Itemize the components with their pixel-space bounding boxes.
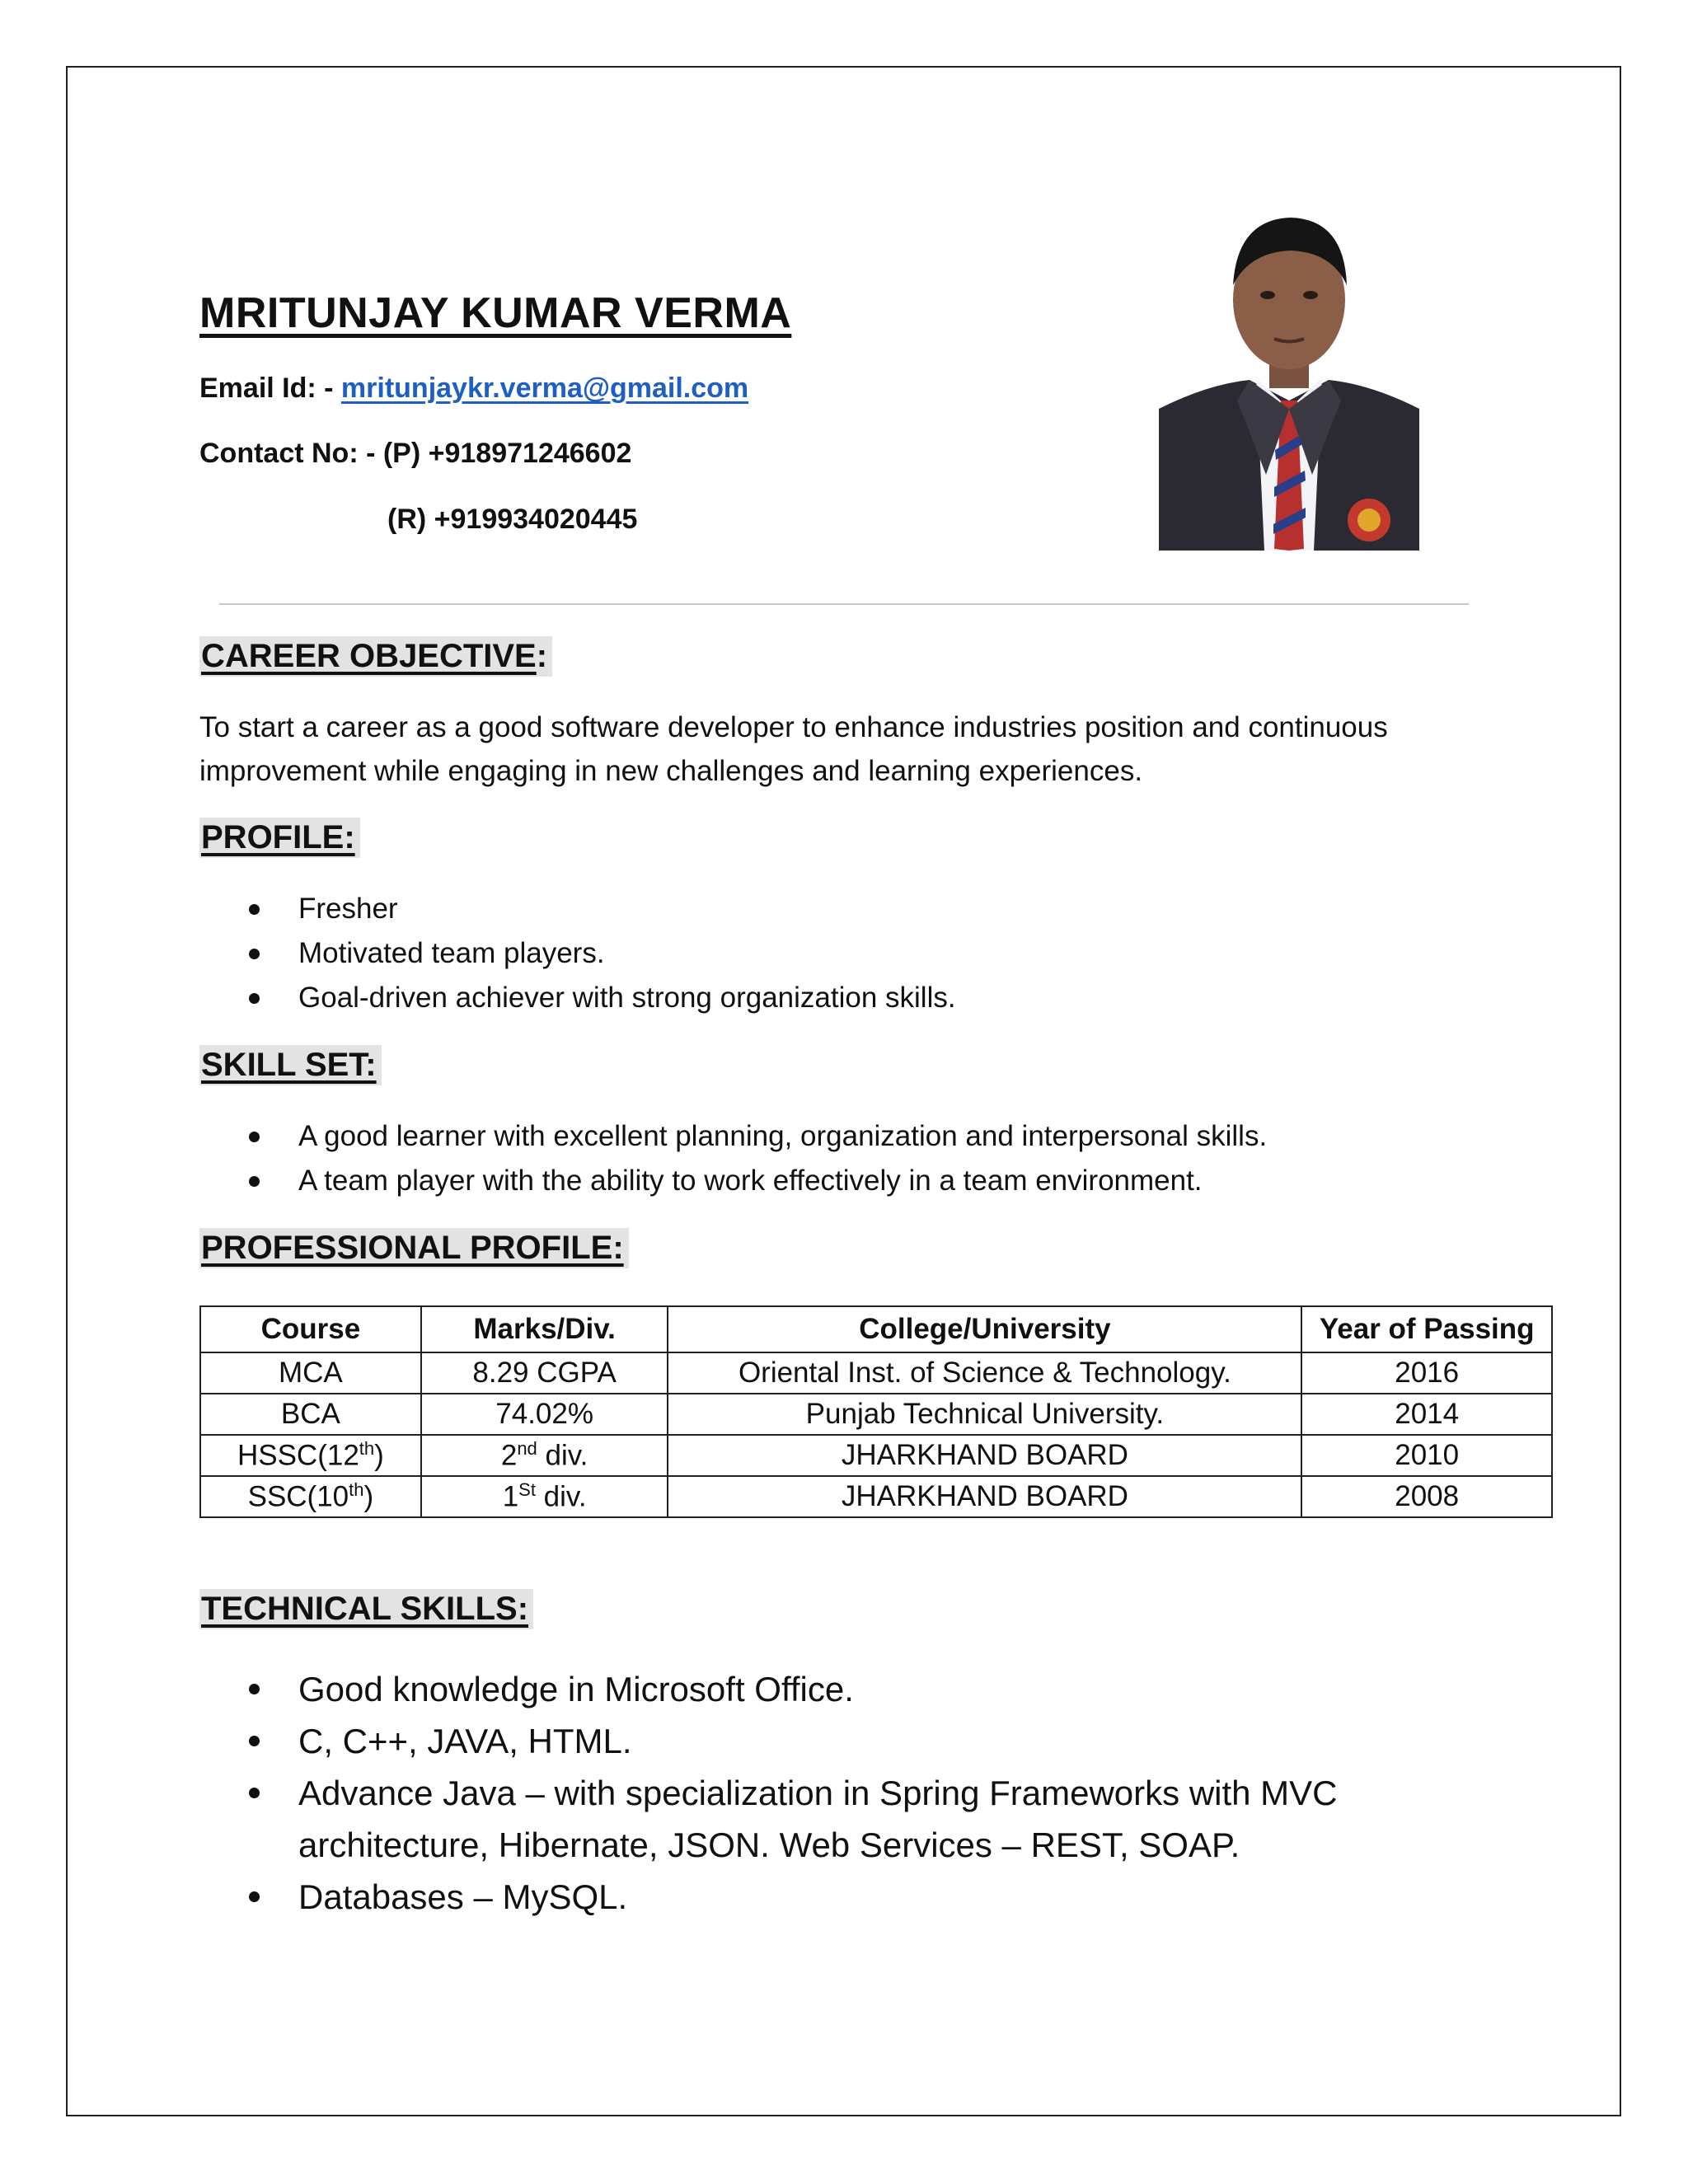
year-cell: 2010: [1301, 1435, 1552, 1476]
table-row: [200, 1394, 1552, 1435]
phone-residence: (R) +919934020445: [387, 504, 638, 535]
list-item: A team player with the ability to work effectively in a team environment.: [199, 1159, 1267, 1203]
career-objective-heading: [199, 636, 552, 677]
profile-photo: [1159, 203, 1419, 551]
college-cell: JHARKHAND BOARD: [668, 1476, 1301, 1517]
course-text: HSSC(12: [237, 1439, 359, 1472]
list-item: Fresher: [199, 887, 956, 931]
phone-primary: (P) +918971246602: [382, 438, 632, 469]
contact-line: [199, 438, 631, 470]
table-row: [200, 1352, 1552, 1394]
course-suffix: ): [374, 1439, 384, 1472]
skill-set-heading: SKILL SET:: [199, 1045, 382, 1085]
year-cell: 2016: [1301, 1352, 1552, 1394]
email-label: Email Id: -: [199, 373, 341, 404]
profile-list: [199, 887, 956, 1020]
course-text: SSC(10: [247, 1480, 349, 1513]
list-item: C, C++, JAVA, HTML.: [199, 1715, 1403, 1767]
contact-label: Contact No: -: [199, 438, 383, 469]
career-objective-text: To start a career as a good software developer to enhance industries position and continuous improvement while engaging in new challenges and learning experiences.: [199, 711, 1388, 787]
career-objective-title: CAREER OBJECTIVE: [201, 638, 537, 674]
marks-cell: [421, 1435, 668, 1476]
marks-cell: [421, 1476, 668, 1517]
list-item: Motivated team players.: [199, 931, 956, 976]
course-cell: [200, 1352, 421, 1394]
course-text: BCA: [280, 1398, 340, 1430]
college-cell: Punjab Technical University.: [668, 1394, 1301, 1435]
professional-profile-heading: PROFESSIONAL PROFILE:: [199, 1228, 629, 1268]
column-header: Course: [200, 1306, 421, 1352]
email-line: [199, 373, 748, 405]
table-row: [200, 1435, 1552, 1476]
education-table: [199, 1305, 1553, 1518]
marks-text: 1: [502, 1480, 519, 1513]
list-item: A good learner with excellent planning, organization and interpersonal skills.: [199, 1114, 1267, 1159]
marks-superscript: St: [518, 1479, 536, 1501]
technical-skills-list: [199, 1663, 1403, 1923]
table-row: [200, 1476, 1552, 1517]
year-cell: 2008: [1301, 1476, 1552, 1517]
profile-heading: PROFILE:: [199, 818, 360, 858]
marks-cell: [421, 1352, 668, 1394]
marks-text: 2: [500, 1439, 518, 1472]
column-header: College/University: [668, 1306, 1301, 1352]
college-cell: JHARKHAND BOARD: [668, 1435, 1301, 1476]
marks-superscript: nd: [517, 1438, 537, 1460]
skill-set-list: [199, 1114, 1267, 1203]
course-text: MCA: [279, 1357, 343, 1389]
year-cell: 2014: [1301, 1394, 1552, 1435]
marks-text: 8.29 CGPA: [472, 1357, 617, 1389]
email-link[interactable]: mritunjaykr.verma@gmail.com: [340, 373, 749, 404]
list-item: Advance Java – with specialization in Spring Frameworks with MVC architecture, Hibernate, JSON. Web Services – REST, SOAP.: [199, 1767, 1403, 1871]
course-cell: [200, 1476, 421, 1517]
marks-text: 74.02%: [495, 1398, 593, 1430]
marks-suffix: div.: [537, 1439, 588, 1472]
candidate-name: MRITUNJAY KUMAR VERMA: [199, 289, 792, 337]
marks-suffix: div.: [535, 1480, 587, 1513]
course-superscript: th: [359, 1438, 375, 1460]
column-header: Marks/Div.: [421, 1306, 668, 1352]
marks-cell: [421, 1394, 668, 1435]
header-divider: [219, 603, 1469, 605]
course-suffix: ): [363, 1480, 374, 1513]
list-item: Databases – MySQL.: [199, 1871, 1403, 1923]
course-cell: [200, 1394, 421, 1435]
career-objective-colon: :: [536, 638, 548, 674]
list-item: Good knowledge in Microsoft Office.: [199, 1663, 1403, 1715]
column-header: Year of Passing: [1301, 1306, 1552, 1352]
course-superscript: th: [349, 1479, 364, 1501]
course-cell: [200, 1435, 421, 1476]
college-cell: Oriental Inst. of Science & Technology.: [668, 1352, 1301, 1394]
list-item: Goal-driven achiever with strong organization skills.: [199, 976, 956, 1020]
technical-skills-heading: TECHNICAL SKILLS:: [199, 1589, 533, 1629]
table-header-row: [200, 1306, 1552, 1352]
